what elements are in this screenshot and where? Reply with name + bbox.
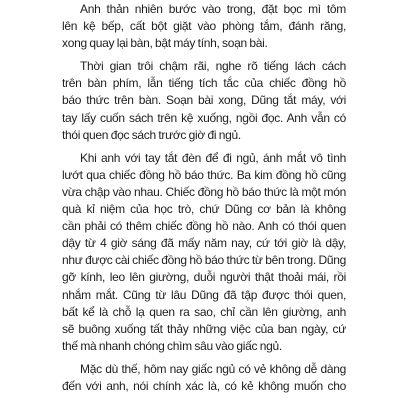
body-text [62, 1, 346, 400]
paragraph [62, 150, 346, 355]
text-line: Mặc dù thế, hôm nay giấc ngủ có vẻ không dễ dàng [80, 361, 346, 376]
paragraph [62, 361, 346, 395]
text-line: báo thức trên bàn. Soạn bài xong, Dũng tắt máy, với [62, 93, 346, 108]
text-line: vừa chập vào nhau. Chiếc đồng hồ báo thức là một món [62, 184, 346, 199]
text-line: cần phải có thêm chiếc đồng hồ nào. Anh có thói quen [62, 219, 346, 234]
text-line: quà kỉ niệm của học trò, chứ Dũng cơ bản là không [62, 202, 346, 217]
text-line: đến với anh, nói chính xác là, có kẻ không muốn cho [62, 378, 346, 393]
text-line: nhắm mắt. Cũng từ lâu Dũng đã tập được thói quen, [62, 287, 346, 302]
text-line: Thời gian trôi chậm rãi, nghe rõ tiếng lách cách [80, 59, 346, 74]
text-line: Khi anh với tay tắt đèn để đi ngủ, ánh mắt vô tình [80, 150, 346, 165]
text-line: sẽ buông xuống tất thảy những việc của ban ngày, cứ [62, 321, 346, 336]
text-line: gỡ kính, leo lên giường, duỗi người thật thoải mái, rồi [62, 270, 346, 285]
paragraph [62, 58, 346, 143]
text-line: như được cài chiếc đồng hồ báo thức từ bên trong. Dũng [62, 253, 346, 268]
text-line: lướt qua chiếc đồng hồ báo thức. Ba kim đồng hồ cũng [62, 167, 346, 182]
paragraph [62, 1, 346, 52]
text-line: tay lấy cuốn sách trên kệ xuống, ngồi đọc. Anh vẫn có [62, 110, 346, 125]
text-line: lên kệ bếp, cất bột giặt vào phòng tắm, đánh răng, [62, 19, 346, 34]
text-line: Anh thản nhiên bước vào trong, đặt bọc mì tôm [80, 2, 346, 16]
text-line: trên bàn phím, lẫn tiếng tích tắc của chiếc đồng hồ [62, 76, 346, 91]
text-line: thói quen đọc sách trước giờ đi ngủ. [62, 127, 241, 142]
text-line: xong quay lại bàn, bật máy tính, soạn bài. [62, 36, 268, 51]
text-line: thế mà nhanh chóng chìm sâu vào giấc ngủ. [62, 338, 282, 353]
text-line: bất kể là chỗ lạ quen ra sao, chỉ cần lên giường, anh [62, 304, 346, 319]
text-line: dậy từ 4 giờ sáng đã mấy năm nay, cứ tới giờ là dậy, [62, 236, 346, 251]
